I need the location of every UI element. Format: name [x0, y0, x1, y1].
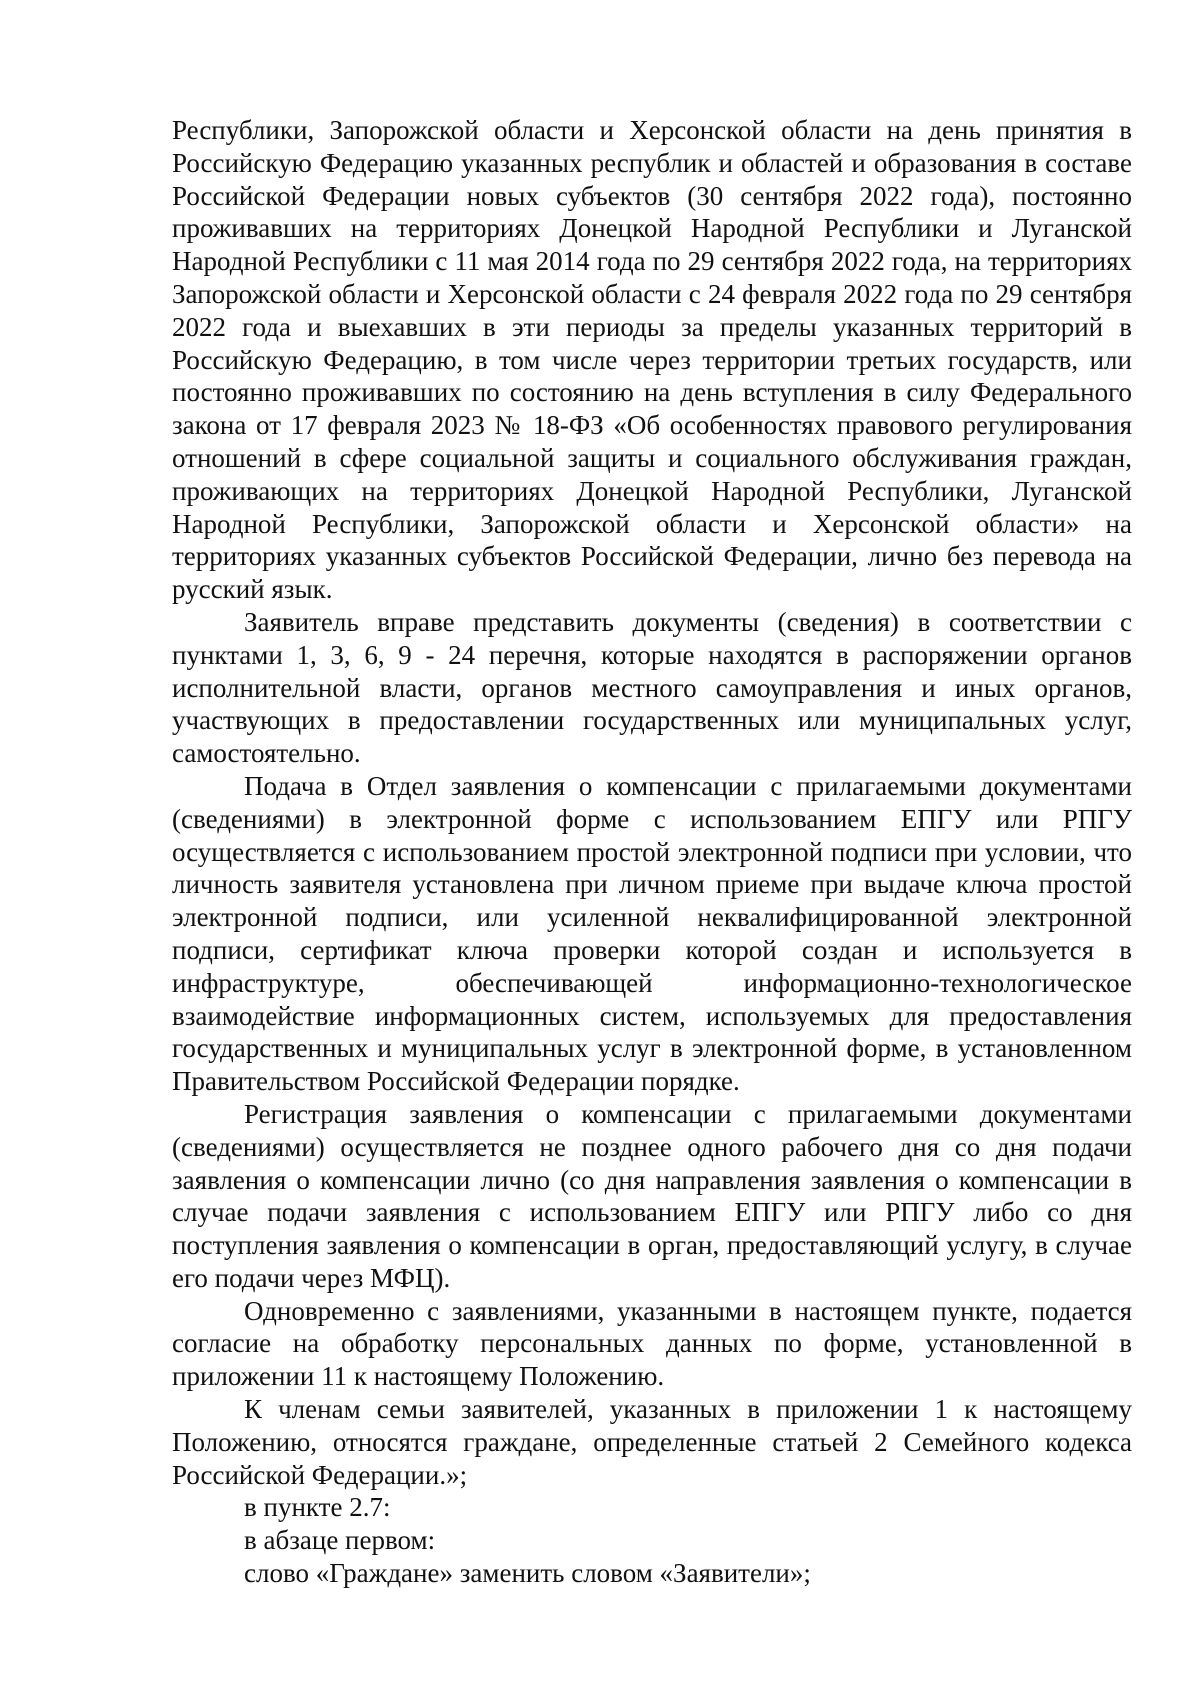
document-page [172, 114, 1132, 1590]
paragraph-consent: Одновременно с заявлениями, указанными в настоящем пункте, подается согласие на обработку персональных данных по форме, установленной в приложении 11 к настоящему Положению. [172, 1295, 1132, 1392]
paragraph-registration: Регистрация заявления о компенсации с прилагаемыми документами (сведениями) осуществляется не позднее одного рабочего дня со дня подачи заявления о компенсации лично (со дня направления заявления о компенсации в случае подачи заявления с использованием ЕПГУ или РПГУ либо со дня поступления заявления о компенсации в орган, предоставляющий услугу, в случае его подачи через МФЦ). [172, 1098, 1132, 1293]
paragraph-applicant-rights: Заявитель вправе представить документы (сведения) в соответствии с пунктами 1, 3, 6, 9 - 24 перечня, которые находятся в распоряжении органов исполнительной власти, органов местного самоуправления и иных органов, участвующих в предоставлении государственных или муниципальных услуг, самостоятельно. [172, 606, 1132, 769]
paragraph-electronic-submission: Подача в Отдел заявления о компенсации с прилагаемыми документами (сведениями) в электронной форме с использованием ЕПГУ или РПГУ осуществляется с использованием простой электронной подписи при условии, что личность заявителя установлена при личном приеме при выдаче ключа простой электронной подписи, или усиленной неквалифицированной электронной подписи, сертификат ключа проверки которой создан и используется в инфраструктуре, обеспечивающей информационно-технологическое взаимодействие информационных систем, используемых для предоставления государственных и муниципальных услуг в электронной форме, в установленном Правительством Российской Федерации порядке. [172, 770, 1132, 1097]
amendment-line-point: в пункте 2.7: [244, 1492, 391, 1523]
paragraph-continuation: Республики, Запорожской области и Херсонской области на день принятия в Российскую Федерацию указанных республик и областей и образования в составе Российской Федерации новых субъектов (30 сентября 2022 года), постоянно проживавших на территориях Донецкой Народной Республики и Луганской Народной Республики с 11 мая 2014 года по 29 сентября 2022 года, на территориях Запорожской области и Херсонской области с 24 февраля 2022 года по 29 сентября 2022 года и выехавших в эти периоды за пределы указанных территорий в Российскую Федерацию, в том числе через территории третьих государств, или постоянно проживавших по состоянию на день вступления в силу Федерального закона от 17 февраля 2023 № 18-ФЗ «Об особенностях правового регулирования отношений в сфере социальной защиты и социального обслуживания граждан, проживающих на территориях Донецкой Народной Республики, Луганской Народной Республики, Запорожской области и Херсонской области» на территориях указанных субъектов Российской Федерации, лично без перевода на русский язык. [172, 115, 1132, 605]
paragraph-family-members: К членам семьи заявителей, указанных в приложении 1 к настоящему Положению, относятся граждане, определенные статьей 2 Семейного кодекса Российской Федерации.»; [172, 1394, 1132, 1490]
amendment-line-paragraph: в абзаце первом: [244, 1525, 436, 1556]
amendment-line-replace: слово «Граждане» заменить словом «Заявители»; [244, 1558, 811, 1589]
